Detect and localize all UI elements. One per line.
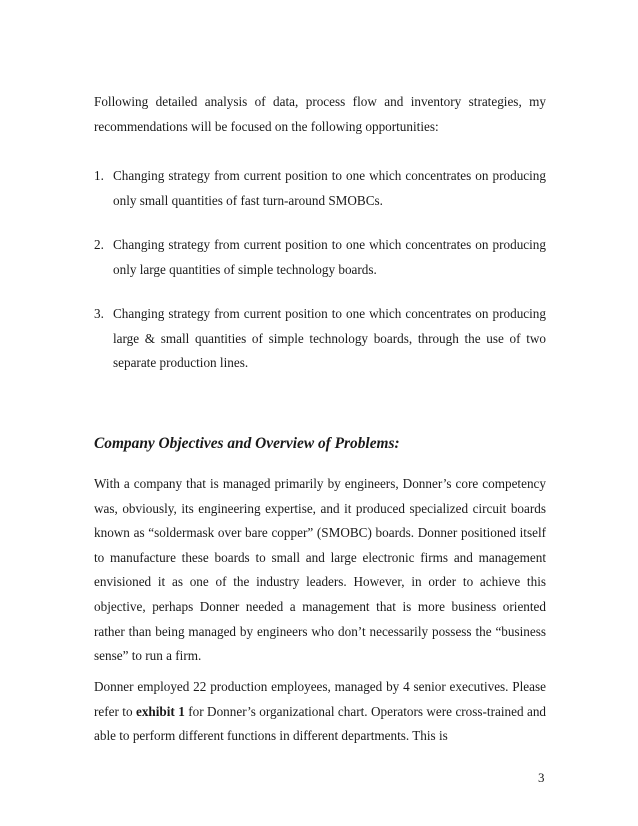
list-number: 2. [94, 237, 104, 252]
recommendation-item-1 [94, 164, 546, 213]
employees-text-part2: for Donner’s organizational chart. Operators were cross-trained and able to perform different functions in different departments. This is [94, 703, 547, 744]
page-number: 3 [538, 770, 545, 785]
section-heading: Company Objectives and Overview of Problems: [94, 435, 400, 452]
objectives-paragraph: With a company that is managed primarily by engineers, Donner’s core competency was, obviously, its engineering expertise, and it produced specialized circuit boards known as “soldermask over bare copper” (SMOBC) boards. Donner positioned itself to manufacture these boards to small and large electronic firms and management envisioned it as one of the industry leaders. However, in order to achieve this objective, perhaps Donner needed a management that is more business oriented rather than being managed by engineers who don’t necessarily possess the “business sense” to run a firm. [94, 476, 546, 664]
list-item-text: Changing strategy from current position to one which concentrates on producing large & small quantities of simple technology boards, through the use of two separate production lines. [113, 306, 546, 371]
list-item-text: Changing strategy from current position to one which concentrates on producing only large quantities of simple technology boards. [113, 237, 546, 277]
list-number: 1. [94, 168, 104, 183]
document-page [94, 0, 546, 826]
list-number: 3. [94, 306, 104, 321]
recommendation-item-3 [94, 302, 546, 376]
employees-paragraph [94, 675, 546, 749]
exhibit-reference: exhibit 1 [135, 703, 185, 719]
recommendation-item-2 [94, 233, 546, 282]
employees-text-part1: Donner employed 22 production employees, managed by 4 senior executives. Please refer to [94, 679, 546, 719]
list-item-text: Changing strategy from current position to one which concentrates on producing only small quantities of fast turn-around SMOBCs. [113, 168, 546, 208]
intro-paragraph: Following detailed analysis of data, process flow and inventory strategies, my recommendations will be focused on the following opportunities: [94, 94, 546, 134]
